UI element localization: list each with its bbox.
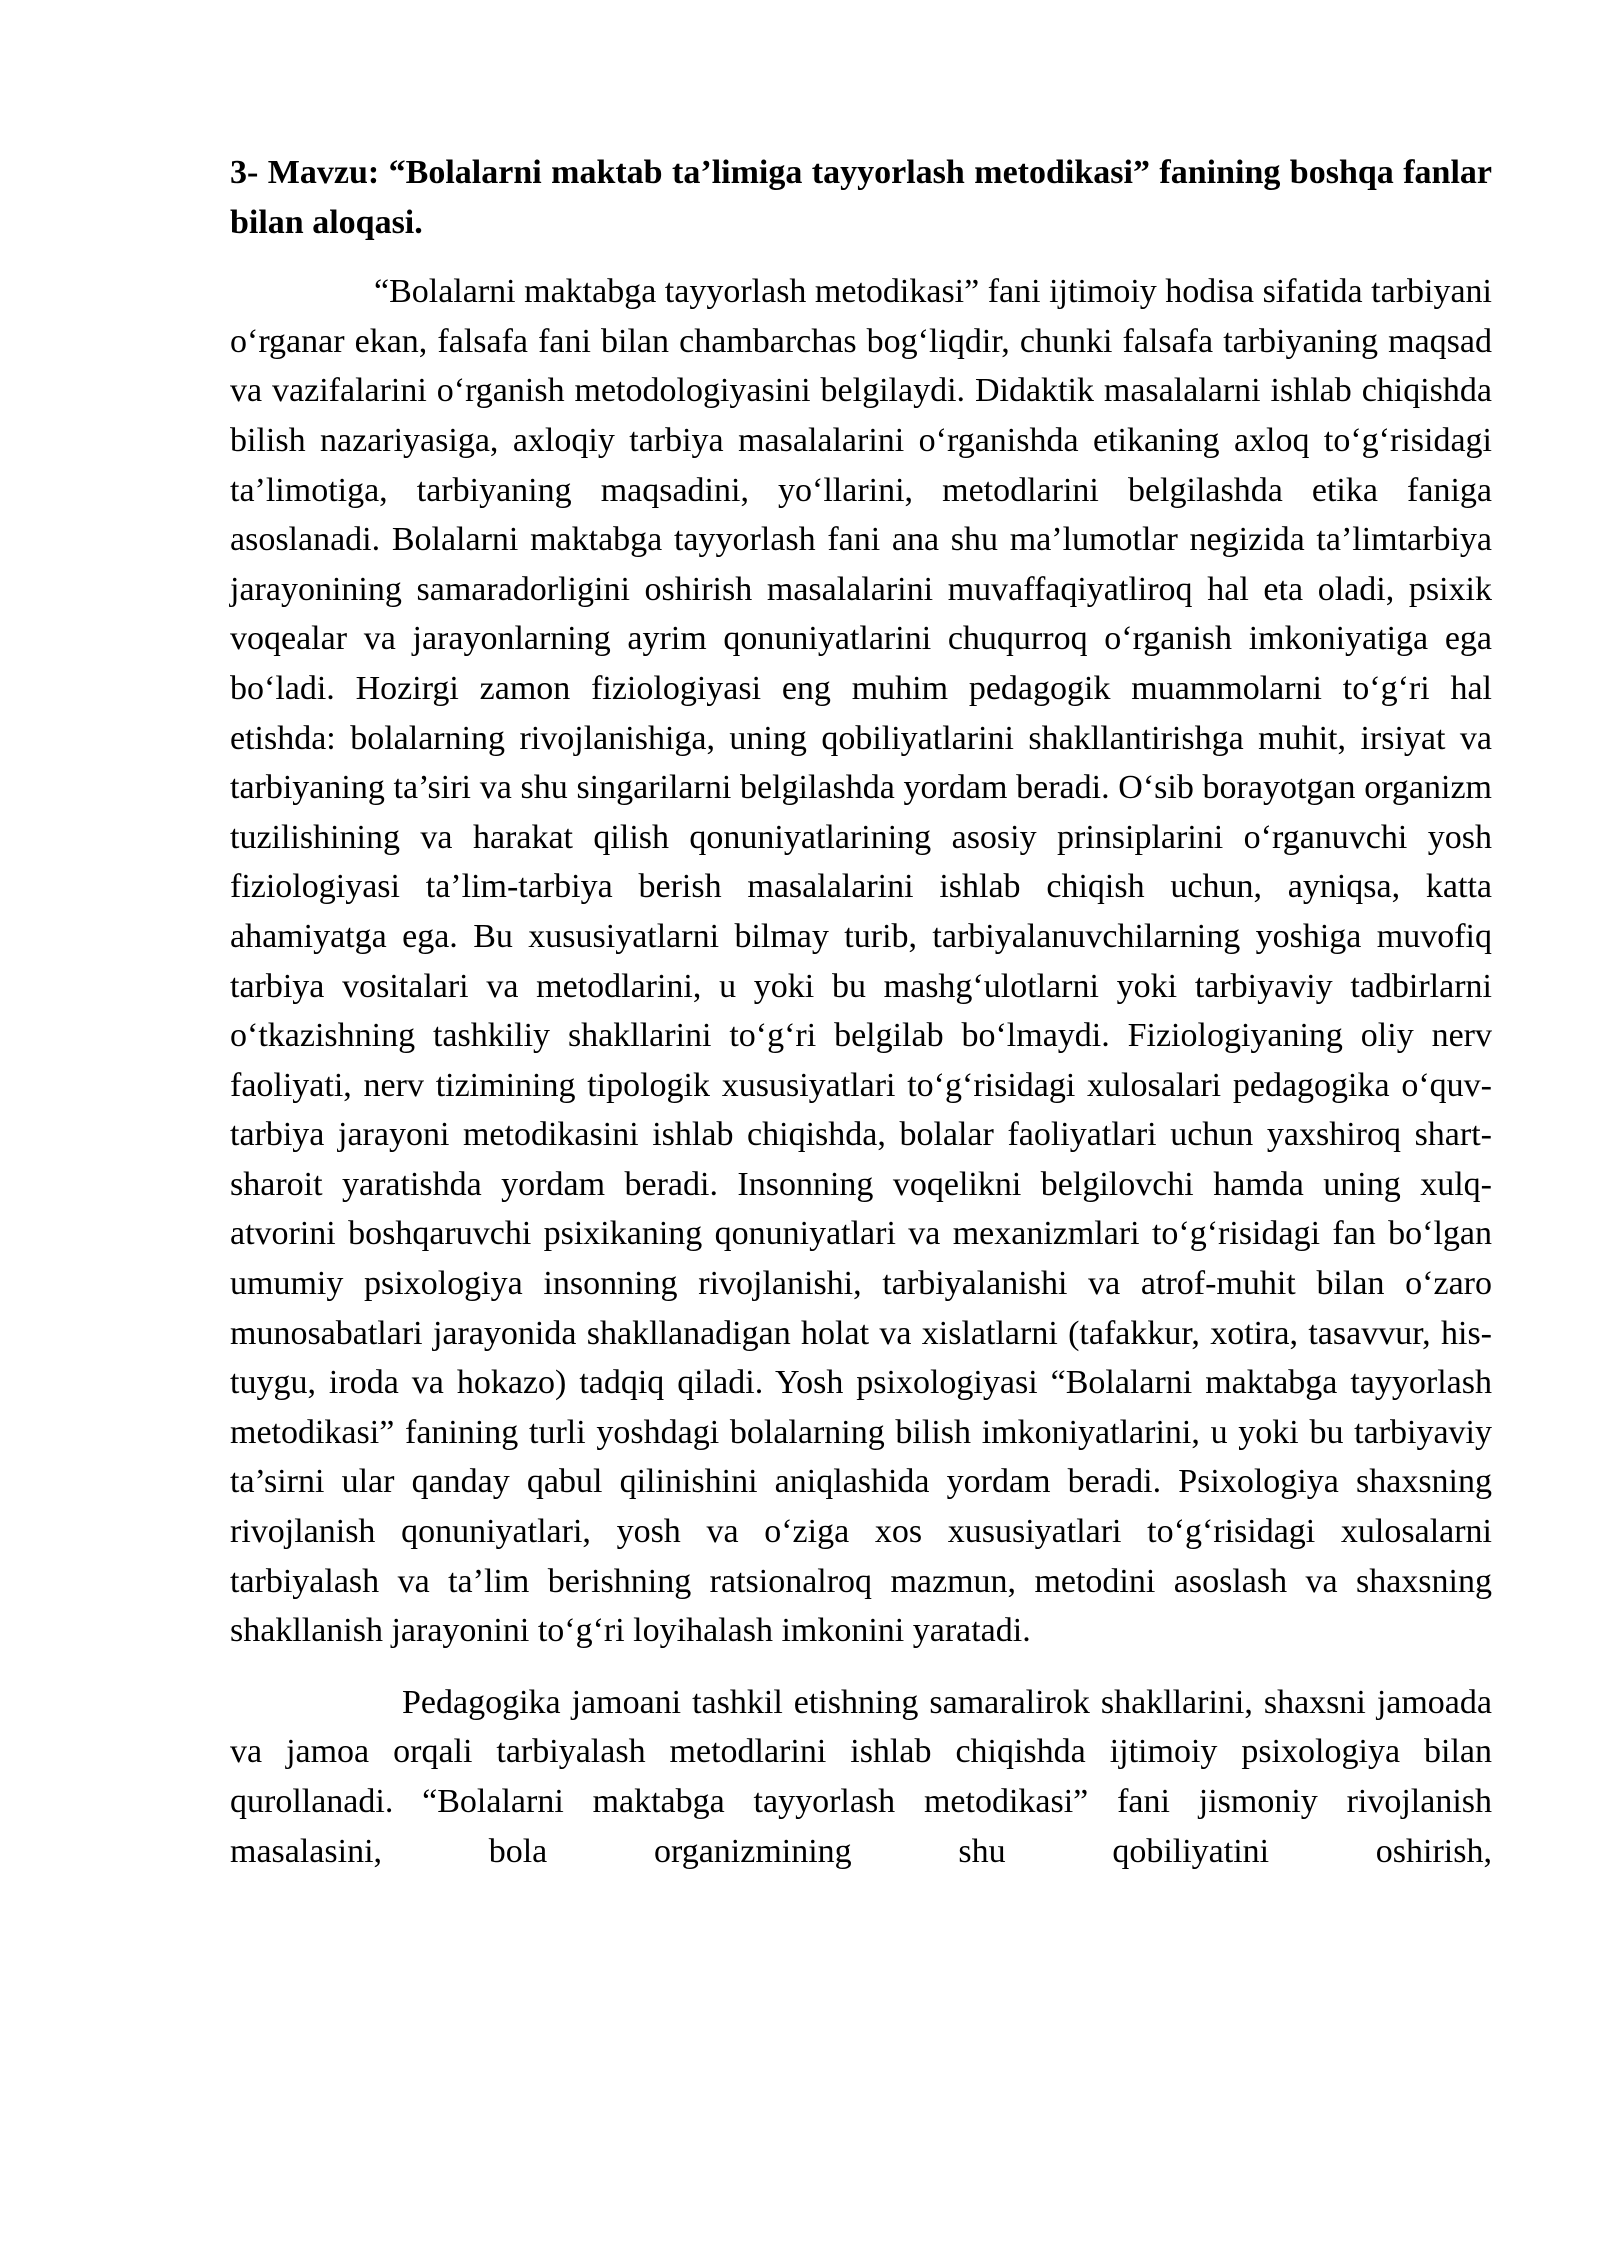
topic-heading: 3- Mavzu: “Bolalarni maktab ta’limiga tayyorlash metodikasi” fanining boshqa fanlar bilan aloqasi.: [230, 154, 1492, 241]
body-paragraph-2: Pedagogika jamoani tashkil etishning samaralirok shakllarini, shaxsni jamoada va jamoa orqali tarbiyalash metodlarini ishlab chiqishda ijtimoiy psixologiya bilan qurollanadi. “Bolalarni maktabga tayyorlash metodikasi” fani jismoniy rivojlanish masalasini, bola organizmining shu qobiliyatini oshirish,: [230, 1683, 1492, 1870]
body-paragraph-1: “Bolalarni maktabga tayyorlash metodikasi” fani ijtimoiy hodisa sifatida tarbiyani o‘rganar ekan, falsafa fani bilan chambarchas bog‘liqdir, chunki falsafa tarbiyaning maqsad va vazifalarini o‘rganish metodologiyasini belgilaydi. Didaktik masalalarni ishlab chiqishda bilish nazariyasiga, axloqiy tarbiya masalalarini o‘rganishda etikaning axloq to‘g‘risidagi ta’limotiga, tarbiyaning maqsadini, yo‘llarini, metodlarini belgilashda etika faniga asoslanadi. Bolalarni maktabga tayyorlash fani ana shu ma’lumotlar negizida ta’limtarbiya jarayonining samaradorligini oshirish masalalarini muvaffaqiyatliroq hal eta oladi, psixik voqealar va jarayonlarning ayrim qonuniyatlarini chuqurroq o‘rganish imkoniyatiga ega bo‘ladi. Hozirgi zamon fiziologiyasi eng muhim pedagogik muammolarni to‘g‘ri hal etishda: bolalarning rivojlanishiga, uning qobiliyatlarini shakllantirishga muhit, irsiyat va tarbiyaning ta’siri va shu singarilarni belgilashda yordam beradi. O‘sib borayotgan organizm tuzilishining va harakat qilish qonuniyatlarining asosiy prinsiplarini o‘rganuvchi yosh fiziologiyasi ta’lim-tarbiya berish masalalarini ishlab chiqish uchun, ayniqsa, katta ahamiyatga ega. Bu xususiyatlarni bilmay turib, tarbiyalanuvchilarning yoshiga muvofiq tarbiya vositalari va metodlarini, u yoki bu mashg‘ulotlarni yoki tarbiyaviy tadbirlarni o‘tkazishning tashkiliy shakllarini to‘g‘ri belgilab bo‘lmaydi. Fiziologiyaning oliy nerv faoliyati, nerv tizimining tipologik xususiyatlari to‘g‘risidagi xulosalari pedagogika o‘quv-tarbiya jarayoni metodikasini ishlab chiqishda, bolalar faoliyatlari uchun yaxshiroq shart-sharoit yaratishda yordam beradi. Insonning voqelikni belgilovchi hamda uning xulq-atvorini boshqaruvchi psixikaning qonuniyatlari va mexanizmlari to‘g‘risidagi fan bo‘lgan umumiy psixologiya insonning rivojlanishi, tarbiyalanishi va atrof-muhit bilan o‘zaro munosabatlari jarayonida shakllanadigan holat va xislatlarni (tafakkur, xotira, tasavvur, his-tuygu, iroda va hokazo) tadqiq qiladi. Yosh psixologiyasi “Bolalarni maktabga tayyorlash metodikasi” fanining turli yoshdagi bolalarning bilish imkoniyatlarini, u yoki bu tarbiyaviy ta’sirni ular qanday qabul qilinishini aniqlashida yordam beradi. Psixologiya shaxsning rivojlanish qonuniyatlari, yosh va o‘ziga xos xususiyatlari to‘g‘risidagi xulosalarni tarbiyalash va ta’lim berishning ratsionalroq mazmun, metodini asoslash va shaxsning shakllanish jarayonini to‘g‘ri loyihalash imkonini yaratadi.: [230, 273, 1492, 1650]
document-page: [230, 148, 1492, 1876]
